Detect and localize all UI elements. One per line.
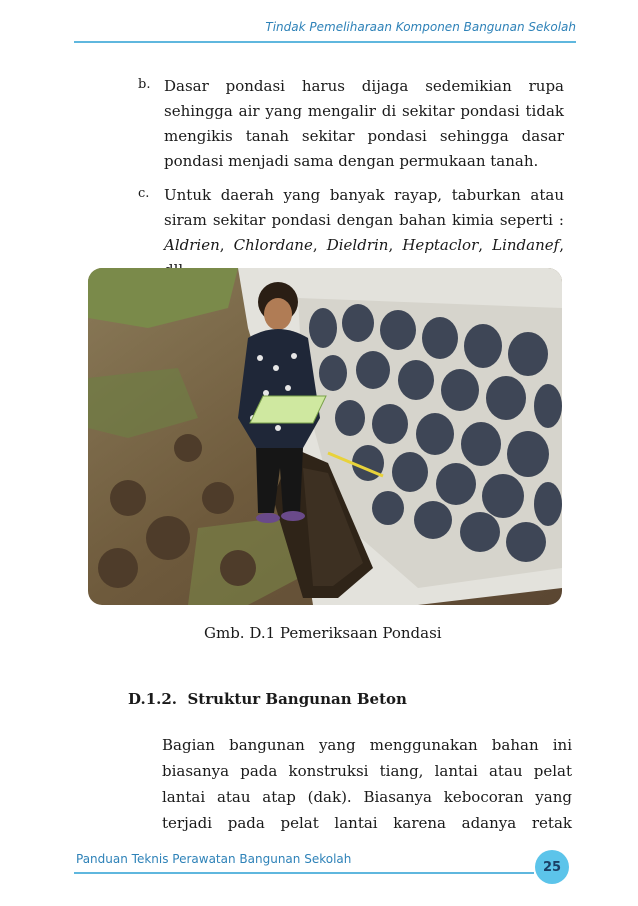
text-line: siram sekitar pondasi dengan bahan kimia seperti <box>164 211 553 229</box>
text-line: sehingga air yang mengalir di sekitar pondasi tidak <box>164 102 564 120</box>
page-number: 25 <box>535 850 569 884</box>
text-line: lantai atau atap (dak). Biasanya kebocoran yang <box>162 788 572 806</box>
chemical-name: Lindanef <box>492 236 560 254</box>
text-line: Dasar pondasi harus dijaga sedemikian rupa <box>164 77 564 95</box>
running-header: Tindak Pemeliharaan Komponen Bangunan Sekolah <box>265 20 576 34</box>
running-footer: Panduan Teknis Perawatan Bangunan Sekolah <box>76 852 352 866</box>
item-marker: b. <box>138 77 151 92</box>
chemical-list-line: : Aldrien, Chlordane, Dieldrin, Heptaclor, Lindanef, <box>164 211 564 254</box>
header-rule <box>74 41 576 43</box>
foundation-inspection-photo <box>88 268 562 605</box>
text-line: pondasi menjadi sama dengan permukaan tanah. <box>164 152 539 170</box>
chemical-name: Heptaclor <box>402 236 479 254</box>
chemical-name: Chlordane <box>233 236 313 254</box>
item-marker: c. <box>138 186 150 201</box>
figure-caption: Gmb. D.1 Pemeriksaan Pondasi <box>204 624 442 642</box>
chemical-name: Aldrien <box>164 236 220 254</box>
footer-rule <box>74 872 534 874</box>
text-line: biasanya pada konstruksi tiang, lantai atau pelat <box>162 762 572 780</box>
text-line: mengikis tanah sekitar pondasi sehingga dasar <box>164 127 564 145</box>
section-number: D.1.2. <box>128 690 178 708</box>
body-paragraph <box>162 732 572 836</box>
section-heading <box>128 690 407 708</box>
item-text <box>164 74 564 174</box>
section-title: Struktur Bangunan Beton <box>187 690 407 708</box>
text-line: Untuk daerah yang banyak rayap, taburkan atau <box>164 186 564 204</box>
text-line: terjadi pada pelat lantai karena adanya retak <box>162 814 572 832</box>
chemical-name: Dieldrin <box>326 236 389 254</box>
text-line: Bagian bangunan yang menggunakan bahan ini <box>162 736 572 754</box>
